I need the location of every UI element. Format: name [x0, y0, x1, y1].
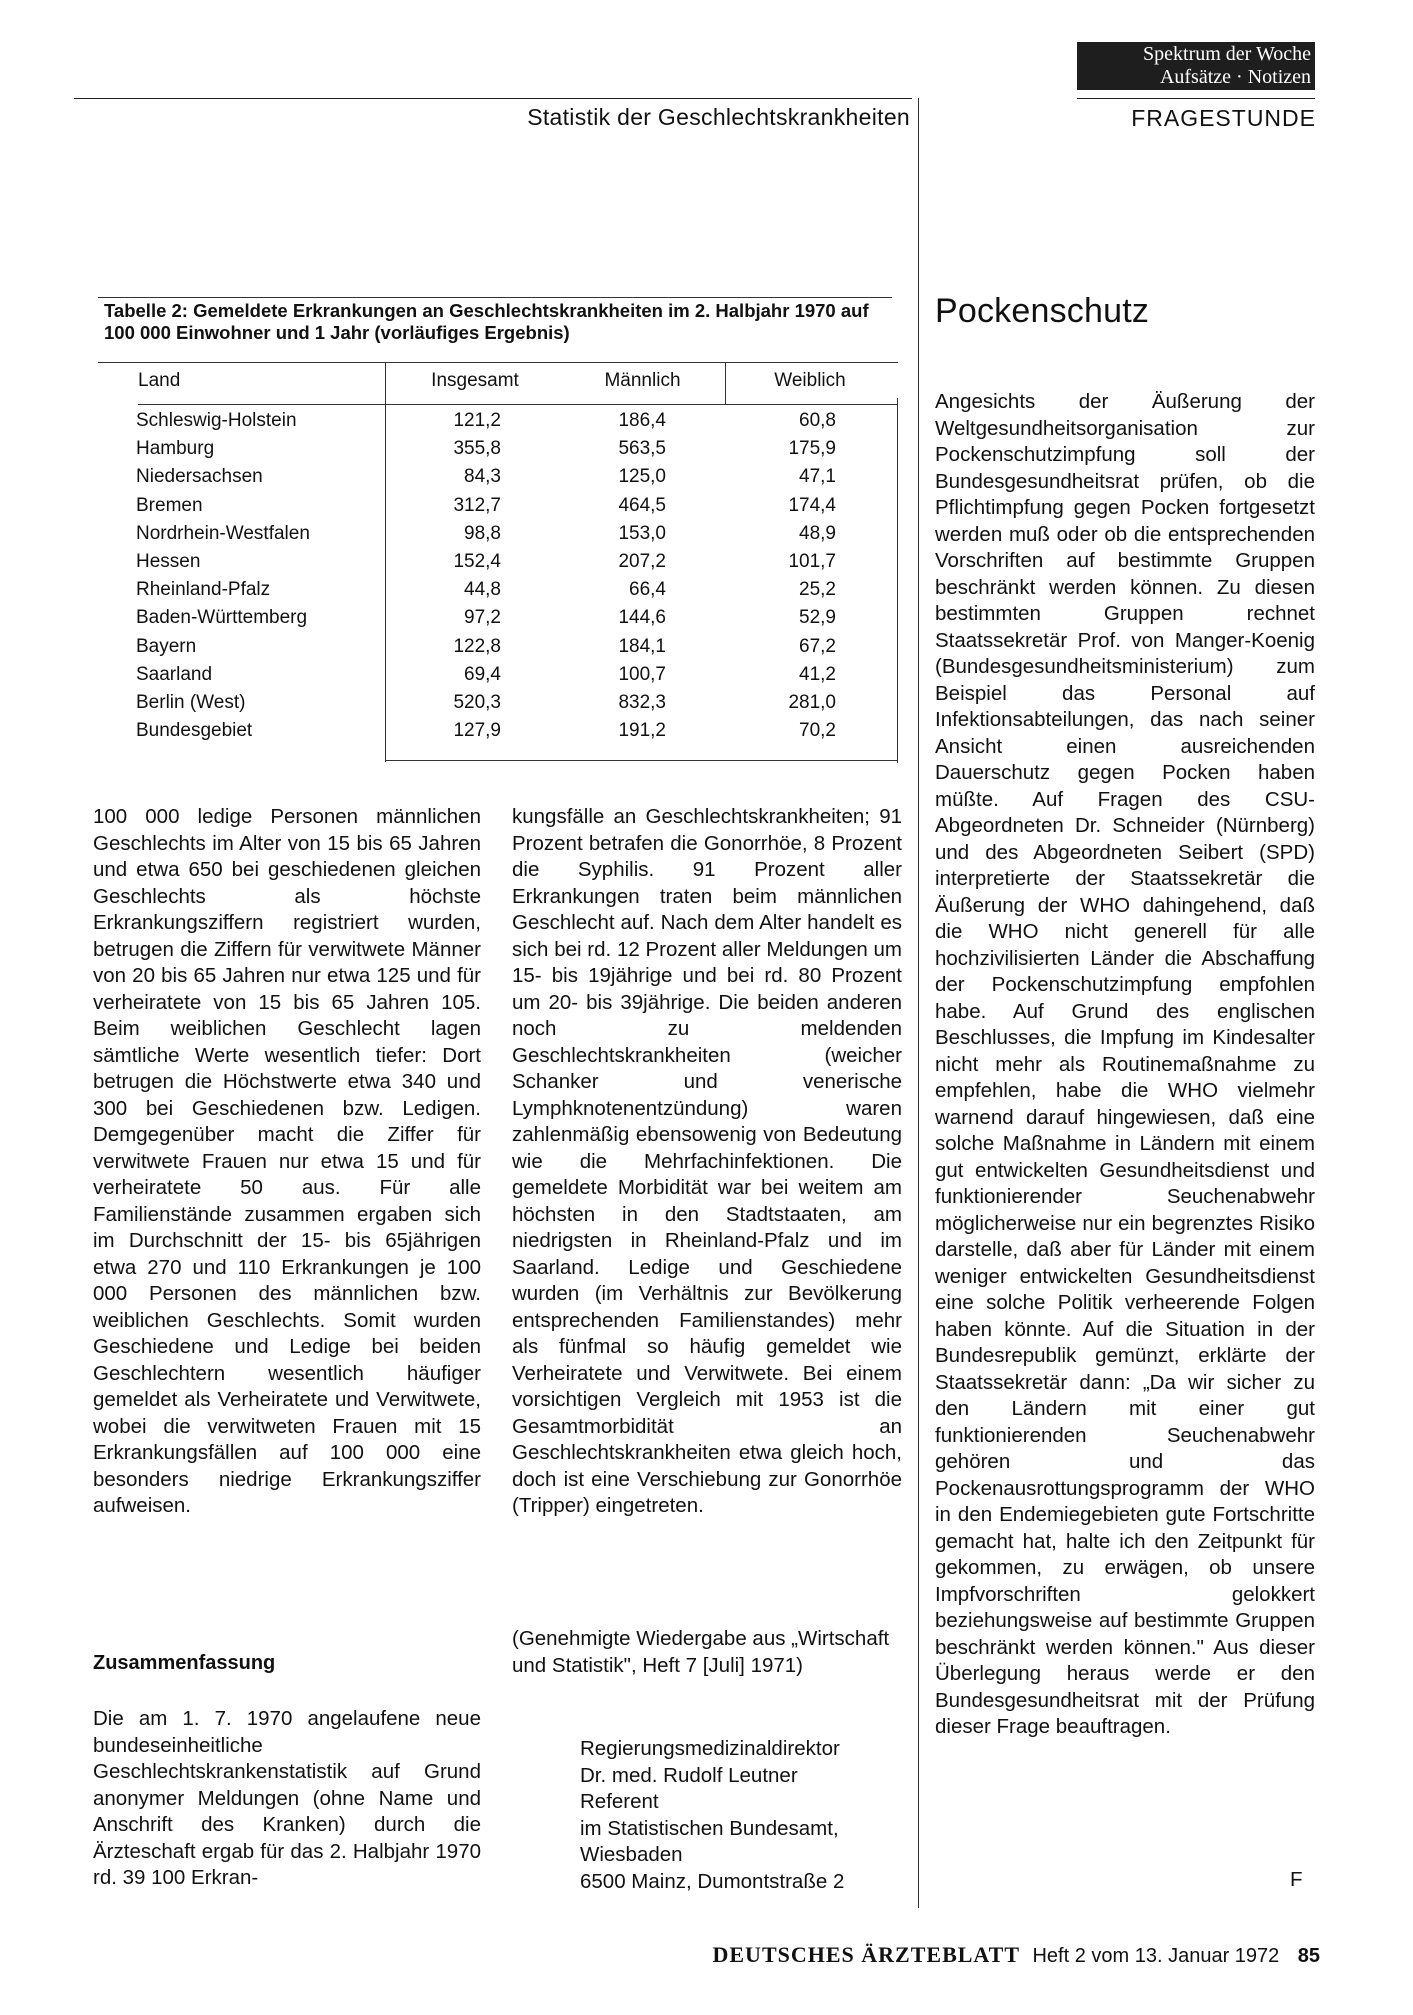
column-divider	[918, 98, 919, 1908]
cell-insgesamt: 520,3	[453, 691, 501, 713]
cell-weiblich: 174,4	[788, 494, 836, 516]
author-signature	[580, 1736, 910, 1895]
cell-weiblich: 25,2	[799, 579, 836, 601]
author-initial: F	[1290, 1868, 1303, 1891]
table-row	[136, 636, 876, 664]
cell-maennlich: 153,0	[618, 522, 666, 544]
cell-maennlich: 207,2	[618, 550, 666, 572]
table-row	[136, 607, 876, 635]
journal-name: DEUTSCHES ÄRZTEBLATT	[712, 1942, 1021, 1967]
summary-heading: Zusammenfassung	[93, 1652, 276, 1674]
page-footer	[580, 1942, 1320, 1968]
cell-land: Schleswig-Holstein	[136, 410, 297, 431]
table-row	[136, 579, 876, 607]
table-column-rule	[725, 362, 726, 404]
signature-line: Dr. med. Rudolf Leutner	[580, 1763, 798, 1787]
section-badge	[1077, 42, 1315, 90]
page-section-title: Statistik der Geschlechtskrankheiten	[527, 104, 910, 130]
signature-line: im Statistischen Bundesamt,	[580, 1816, 839, 1840]
table-caption-rule	[98, 362, 898, 363]
sidebar-paragraph: Angesichts der Äußerung der Weltgesundheitsorganisation zur Pockenschutzimpfung soll der Bundesgesundheitsrat prüfen, ob die Pflichtimpfung gegen Pocken fortgesetzt werden muß oder ob die entsprechenden Vorschriften auf bestimmte Gruppen beschränkt werden können. Zu diesen bestimmten Gruppen rechnet Staatssekretär Prof. von Manger-Koenig (Bundesgesundheitsministerium) zum Beispiel das Personal auf Infektionsabteilungen, das nach seiner Ansicht einen ausreichenden Dauerschutz gegen Pocken haben müßte. Auf Fragen des CSU-Abgeordneten Dr. Schneider (Nürnberg) und des Abgeordneten Seibert (SPD) interpretierte der Staatssekretär die Äußerung der WHO dahingehend, daß die WHO nicht generell für alle hochzivilisierten Länder die Abschaffung der Pockenschutzimpfung empfohlen habe. Auf Grund des englischen Beschlusses, die Impfung im Kindesalter nicht mehr als Routinemaßnahme zu empfehlen, habe die WHO vielmehr warnend darauf hingewiesen, daß eine solche Maßnahme in Ländern mit einem gut entwickelten Gesundheitsdienst und funktionierender Seuchenabwehr möglicherweise nur ein begrenztes Risiko darstelle, daß aber für Länder mit einem weniger entwickelten Gesundheitsdienst eine solche Politik verheerende Folgen haben könnte. Auf die Situation in der Bundesrepublik gemünzt, erklärte der Staatssekretär dann: „Da wir sicher zu den Ländern mit einer gut funktionierenden Seuchenabwehr gehören und das Pockenausrottungsprogramm der WHO in den Endemiegebieten gute Fortschritte gemacht hat, halte ich den Zeitpunkt für gekommen, zu erwägen, ob unsere Impfvorschriften gelokkert beziehungsweise auf bestimmte Gruppen beschränkt werden können." Aus dieser Überlegung heraus werde er den Bundesgesundheitsrat mit der Prüfung dieser Frage beauftragen.	[935, 390, 1315, 1738]
cell-insgesamt: 44,8	[464, 579, 501, 601]
table-row	[136, 551, 876, 579]
table-row	[136, 466, 876, 494]
cell-insgesamt: 122,8	[453, 635, 501, 657]
cell-land: Nordrhein-Westfalen	[136, 522, 310, 544]
cell-land: Baden-Württemberg	[136, 607, 308, 629]
table-row	[136, 523, 876, 551]
section-label: FRAGESTUNDE	[1131, 105, 1316, 131]
table-header-weiblich: Weiblich	[774, 370, 846, 391]
table-row	[136, 410, 876, 438]
table-caption: Tabelle 2: Gemeldete Erkrankungen an Geschlechtskrankheiten im 2. Halbjahr 1970 auf 100 000 Einwohner und 1 Jahr (vorläufiges Ergebnis)	[104, 300, 869, 343]
article-paragraph: kungsfälle an Geschlechtskrankheiten; 91 Prozent betrafen die Gonorrhöe, 8 Prozent die Syphilis. 91 Prozent aller Erkrankungen traten beim männlichen Geschlecht auf. Nach dem Alter handelt es sich bei rd. 12 Prozent aller Meldungen um 15- bis 19jährige und bei rd. 80 Prozent um 20- bis 39jährige. Die beiden anderen noch zu meldenden Geschlechtskrankheiten (weicher Schanker und venerische Lymphknotenentzündung) waren zahlenmäßig ebensowenig von Bedeutung wie die Mehrfachinfektionen. Die gemeldete Morbidität war bei weitem am höchsten in den Stadtstaaten, am niedrigsten in Rheinland-Pfalz und im Saarland. Ledige und Geschiedene wurden (im Verhältnis zur Bevölkerung entsprechenden Familienstandes) mehr als fünfmal so häufig gemeldet wie Verheiratete und Verwitwete. Bei einem vorsichtigen Vergleich mit 1953 ist die Gesamtmorbidität an Geschlechtskrankheiten etwa gleich hoch, doch ist eine Verschiebung zur Gonorrhöe (Tripper) eingetreten.	[512, 805, 902, 1517]
table-row	[136, 438, 876, 466]
cell-weiblich: 60,8	[799, 410, 836, 431]
table-row	[136, 720, 876, 748]
signature-line: 6500 Mainz, Dumontstraße 2	[580, 1869, 845, 1893]
table-header-land: Land	[138, 370, 181, 391]
cell-insgesamt: 97,2	[464, 607, 501, 629]
cell-land: Hamburg	[136, 438, 215, 460]
cell-land: Bremen	[136, 494, 203, 516]
table-right-rule	[897, 398, 898, 763]
table-top-rule	[98, 297, 892, 298]
cell-weiblich: 101,7	[788, 550, 836, 572]
table-header-maennlich: Männlich	[604, 370, 681, 391]
cell-insgesamt: 121,2	[453, 410, 501, 431]
article-paragraph: 100 000 ledige Personen männlichen Geschlechts im Alter von 15 bis 65 Jahren und etwa 650 bei geschiedenen gleichen Geschlechts als höchste Erkrankungsziffern registriert wurden, betrugen die Ziffern für verwitwete Männer von 20 bis 65 Jahren nur etwa 125 und für verheiratete von 15 bis 65 Jahren 105. Beim weiblichen Geschlecht lagen sämtliche Werte wesentlich tiefer: Dort betrugen die Höchstwerte etwa 340 und 300 bei Geschiedenen bzw. Ledigen. Demgegenüber macht die Ziffer für verwitwete Frauen nur etwa 15 und für verheiratete 50 aus. Für alle Familienstände zusammen ergaben sich im Durchschnitt der 15- bis 65jährigen etwa 270 und 110 Erkrankungen je 100 000 Personen des männlichen bzw. weiblichen Geschlechts. Somit wurden Geschiedene und Ledige bei beiden Geschlechtern wesentlich häufiger gemeldet als Verheiratete und Verwitwete, wobei die verwitweten Frauen mit 15 Erkrankungsfällen auf 100 000 eine besonders niedrige Erkrankungsziffer aufweisen.	[93, 805, 481, 1517]
cell-weiblich: 281,0	[788, 691, 836, 713]
cell-insgesamt: 127,9	[453, 720, 501, 742]
cell-insgesamt: 312,7	[453, 494, 501, 516]
signature-line: Regierungsmedizinaldirektor	[580, 1737, 840, 1760]
cell-weiblich: 175,9	[788, 438, 836, 460]
cell-maennlich: 464,5	[618, 494, 666, 516]
header-rule-left	[74, 98, 912, 99]
cell-insgesamt: 84,3	[464, 466, 501, 488]
table-bottom-rule	[385, 760, 898, 761]
article-column-1	[93, 804, 481, 1520]
cell-weiblich: 67,2	[799, 635, 836, 657]
cell-maennlich: 66,4	[629, 579, 666, 601]
cell-weiblich: 52,9	[799, 607, 836, 629]
cell-insgesamt: 98,8	[464, 522, 501, 544]
sidebar-title: Pockenschutz	[935, 292, 1150, 330]
signature-line: Referent	[580, 1790, 659, 1813]
issue-info: Heft 2 vom 13. Januar 1972	[1032, 1945, 1280, 1967]
cell-land: Hessen	[136, 550, 201, 572]
signature-line: Wiesbaden	[580, 1843, 683, 1866]
cell-maennlich: 144,6	[618, 607, 666, 629]
cell-land: Saarland	[136, 663, 213, 685]
badge-line-2: Aufsätze · Notizen	[1159, 66, 1311, 88]
cell-land: Bayern	[136, 635, 197, 657]
cell-insgesamt: 355,8	[453, 438, 501, 460]
cell-maennlich: 100,7	[618, 663, 666, 685]
cell-insgesamt: 152,4	[453, 550, 501, 572]
header-rule-right	[1077, 98, 1315, 99]
cell-weiblich: 47,1	[799, 466, 836, 488]
table-body	[136, 410, 876, 748]
summary-paragraph: Die am 1. 7. 1970 angelaufene neue bundeseinheitliche Geschlechtskrankenstatistik auf Grund anonymer Meldungen (ohne Name und Anschrift des Kranken) durch die Ärzteschaft ergab für das 2. Halbjahr 1970 rd. 39 100 Erkran-	[93, 1707, 481, 1889]
cell-insgesamt: 69,4	[464, 663, 501, 685]
sidebar-article	[935, 389, 1315, 1741]
cell-land: Berlin (West)	[136, 691, 246, 713]
cell-weiblich: 70,2	[799, 720, 836, 742]
table-row	[136, 495, 876, 523]
cell-weiblich: 48,9	[799, 522, 836, 544]
table-row	[136, 692, 876, 720]
table-header-rule	[138, 404, 898, 405]
cell-land: Rheinland-Pfalz	[136, 579, 271, 601]
cell-land: Niedersachsen	[136, 466, 263, 488]
cell-maennlich: 191,2	[618, 720, 666, 742]
cell-maennlich: 832,3	[618, 691, 666, 713]
cell-land: Bundesgebiet	[136, 720, 253, 742]
table-header-insgesamt: Insgesamt	[431, 370, 519, 391]
cell-maennlich: 186,4	[618, 410, 666, 431]
cell-maennlich: 125,0	[618, 466, 666, 488]
source-note: (Genehmigte Wiedergabe aus „Wirtschaft und Statistik", Heft 7 [Juli] 1971)	[512, 1627, 890, 1677]
table-row	[136, 664, 876, 692]
article-column-2	[512, 804, 902, 1520]
badge-line-1: Spektrum der Woche	[1143, 43, 1311, 65]
page-number: 85	[1297, 1945, 1320, 1967]
cell-weiblich: 41,2	[799, 663, 836, 685]
cell-maennlich: 563,5	[618, 438, 666, 460]
cell-maennlich: 184,1	[618, 635, 666, 657]
